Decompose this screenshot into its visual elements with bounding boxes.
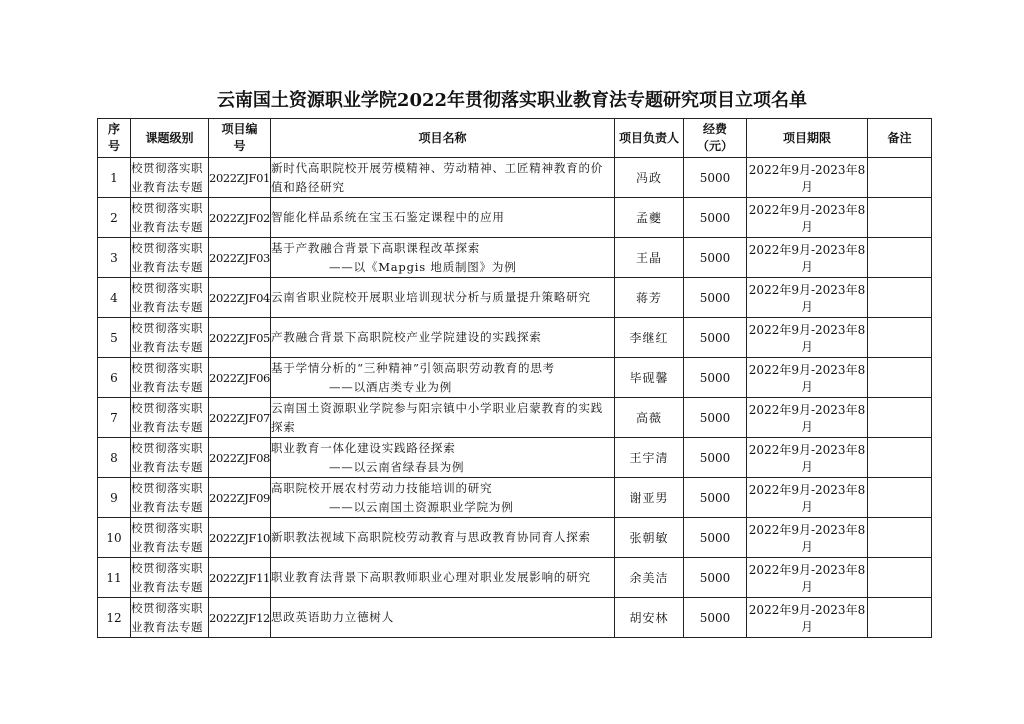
header-name: 项目名称 — [271, 119, 615, 158]
cell-level: 校贯彻落实职业教育法专题 — [131, 478, 209, 518]
cell-leader: 蒋芳 — [615, 278, 684, 318]
cell-level: 校贯彻落实职业教育法专题 — [131, 518, 209, 558]
project-subtitle: ——以云南省绿春县为例 — [329, 459, 465, 474]
cell-no: 12 — [98, 598, 131, 638]
cell-name — [271, 198, 615, 238]
project-title: 云南国土资源职业学院参与阳宗镇中小学职业启蒙教育的实践探索 — [271, 400, 604, 434]
cell-no: 5 — [98, 318, 131, 358]
table-row — [98, 478, 932, 518]
cell-code: 2022ZJF10 — [209, 518, 271, 558]
cell-period: 2022年9月-2023年8月 — [747, 398, 868, 438]
cell-period: 2022年9月-2023年8月 — [747, 158, 868, 198]
cell-code: 2022ZJF02 — [209, 198, 271, 238]
cell-no: 2 — [98, 198, 131, 238]
cell-fee: 5000 — [684, 398, 747, 438]
cell-no: 8 — [98, 438, 131, 478]
cell-period: 2022年9月-2023年8月 — [747, 198, 868, 238]
project-title: 职业教育一体化建设实践路径探索 — [271, 440, 456, 455]
cell-period: 2022年9月-2023年8月 — [747, 438, 868, 478]
cell-fee: 5000 — [684, 198, 747, 238]
table-row — [98, 398, 932, 438]
cell-period: 2022年9月-2023年8月 — [747, 238, 868, 278]
project-title: 思政英语助力立德树人 — [271, 610, 394, 624]
table-row — [98, 598, 932, 638]
cell-no: 11 — [98, 558, 131, 598]
table-row — [98, 518, 932, 558]
table-row — [98, 278, 932, 318]
document-title: 云南国土资源职业学院2022年贯彻落实职业教育法专题研究项目立项名单 — [216, 90, 808, 111]
cell-level: 校贯彻落实职业教育法专题 — [131, 198, 209, 238]
table-row — [98, 318, 932, 358]
project-subtitle: ——以云南国土资源职业学院为例 — [329, 499, 514, 514]
project-title: 基于产教融合背景下高职课程改革探索 — [271, 240, 481, 255]
cell-fee: 5000 — [684, 438, 747, 478]
cell-name — [271, 278, 615, 318]
cell-code: 2022ZJF05 — [209, 318, 271, 358]
cell-no: 7 — [98, 398, 131, 438]
cell-period: 2022年9月-2023年8月 — [747, 358, 868, 398]
project-title: 云南省职业院校开展职业培训现状分析与质量提升策略研究 — [271, 290, 591, 304]
project-title: 基于学情分析的“三种精神”引领高职劳动教育的思考 — [271, 360, 555, 375]
cell-leader: 高薇 — [615, 398, 684, 438]
cell-no: 3 — [98, 238, 131, 278]
project-title: 新时代高职院校开展劳模精神、劳动精神、工匠精神教育的价值和路径研究 — [271, 160, 604, 194]
cell-leader: 王宇清 — [615, 438, 684, 478]
table-row — [98, 158, 932, 198]
header-no: 序号 — [98, 119, 131, 158]
cell-level: 校贯彻落实职业教育法专题 — [131, 358, 209, 398]
cell-fee: 5000 — [684, 518, 747, 558]
cell-no: 10 — [98, 518, 131, 558]
cell-code: 2022ZJF01 — [209, 158, 271, 198]
cell-leader: 张朝敏 — [615, 518, 684, 558]
cell-level: 校贯彻落实职业教育法专题 — [131, 398, 209, 438]
cell-fee: 5000 — [684, 318, 747, 358]
cell-name — [271, 598, 615, 638]
cell-no: 9 — [98, 478, 131, 518]
cell-period: 2022年9月-2023年8月 — [747, 318, 868, 358]
cell-leader: 王晶 — [615, 238, 684, 278]
project-subtitle: ——以《Mapgis 地质制图》为例 — [329, 259, 517, 274]
cell-name — [271, 438, 615, 478]
cell-note — [868, 198, 932, 238]
cell-name — [271, 238, 615, 278]
cell-level: 校贯彻落实职业教育法专题 — [131, 158, 209, 198]
cell-leader: 李继红 — [615, 318, 684, 358]
cell-fee: 5000 — [684, 558, 747, 598]
cell-code: 2022ZJF04 — [209, 278, 271, 318]
cell-note — [868, 238, 932, 278]
table-header-row — [98, 119, 932, 158]
cell-leader: 冯政 — [615, 158, 684, 198]
cell-fee: 5000 — [684, 158, 747, 198]
cell-name — [271, 318, 615, 358]
cell-period: 2022年9月-2023年8月 — [747, 518, 868, 558]
header-note: 备注 — [868, 119, 932, 158]
cell-leader: 谢亚男 — [615, 478, 684, 518]
cell-level: 校贯彻落实职业教育法专题 — [131, 278, 209, 318]
cell-level: 校贯彻落实职业教育法专题 — [131, 558, 209, 598]
cell-note — [868, 438, 932, 478]
cell-no: 4 — [98, 278, 131, 318]
cell-note — [868, 158, 932, 198]
header-period: 项目期限 — [747, 119, 868, 158]
cell-code: 2022ZJF06 — [209, 358, 271, 398]
cell-note — [868, 398, 932, 438]
cell-fee: 5000 — [684, 358, 747, 398]
cell-code: 2022ZJF03 — [209, 238, 271, 278]
cell-note — [868, 558, 932, 598]
cell-period: 2022年9月-2023年8月 — [747, 558, 868, 598]
cell-leader: 胡安林 — [615, 598, 684, 638]
cell-fee: 5000 — [684, 238, 747, 278]
cell-no: 1 — [98, 158, 131, 198]
project-title: 新职教法视域下高职院校劳动教育与思政教育协同育人探索 — [271, 530, 591, 544]
cell-leader: 孟夔 — [615, 198, 684, 238]
cell-period: 2022年9月-2023年8月 — [747, 598, 868, 638]
header-level: 课题级别 — [131, 119, 209, 158]
cell-note — [868, 318, 932, 358]
header-leader: 项目负责人 — [615, 119, 684, 158]
cell-name — [271, 518, 615, 558]
cell-fee: 5000 — [684, 278, 747, 318]
cell-note — [868, 478, 932, 518]
project-title: 智能化样品系统在宝玉石鉴定课程中的应用 — [271, 210, 505, 224]
project-table — [97, 118, 932, 638]
cell-note — [868, 278, 932, 318]
cell-period: 2022年9月-2023年8月 — [747, 278, 868, 318]
header-fee: 经费（元） — [684, 119, 747, 158]
cell-note — [868, 518, 932, 558]
project-subtitle: ——以酒店类专业为例 — [329, 379, 452, 394]
table-row — [98, 238, 932, 278]
cell-code: 2022ZJF08 — [209, 438, 271, 478]
project-title: 职业教育法背景下高职教师职业心理对职业发展影响的研究 — [271, 570, 591, 584]
cell-period: 2022年9月-2023年8月 — [747, 478, 868, 518]
project-title: 高职院校开展农村劳动力技能培训的研究 — [271, 480, 493, 495]
cell-level: 校贯彻落实职业教育法专题 — [131, 238, 209, 278]
table-row — [98, 198, 932, 238]
cell-name — [271, 358, 615, 398]
cell-level: 校贯彻落实职业教育法专题 — [131, 438, 209, 478]
cell-leader: 毕砚馨 — [615, 358, 684, 398]
cell-note — [868, 598, 932, 638]
cell-code: 2022ZJF07 — [209, 398, 271, 438]
cell-leader: 余美洁 — [615, 558, 684, 598]
cell-fee: 5000 — [684, 478, 747, 518]
table-row — [98, 438, 932, 478]
cell-note — [868, 358, 932, 398]
cell-name — [271, 558, 615, 598]
table-row — [98, 558, 932, 598]
cell-name — [271, 478, 615, 518]
cell-code: 2022ZJF12 — [209, 598, 271, 638]
cell-code: 2022ZJF09 — [209, 478, 271, 518]
project-title: 产教融合背景下高职院校产业学院建设的实践探索 — [271, 330, 542, 344]
header-code: 项目编号 — [209, 119, 271, 158]
cell-no: 6 — [98, 358, 131, 398]
cell-fee: 5000 — [684, 598, 747, 638]
table-row — [98, 358, 932, 398]
cell-level: 校贯彻落实职业教育法专题 — [131, 318, 209, 358]
cell-name — [271, 158, 615, 198]
cell-name — [271, 398, 615, 438]
cell-code: 2022ZJF11 — [209, 558, 271, 598]
cell-level: 校贯彻落实职业教育法专题 — [131, 598, 209, 638]
